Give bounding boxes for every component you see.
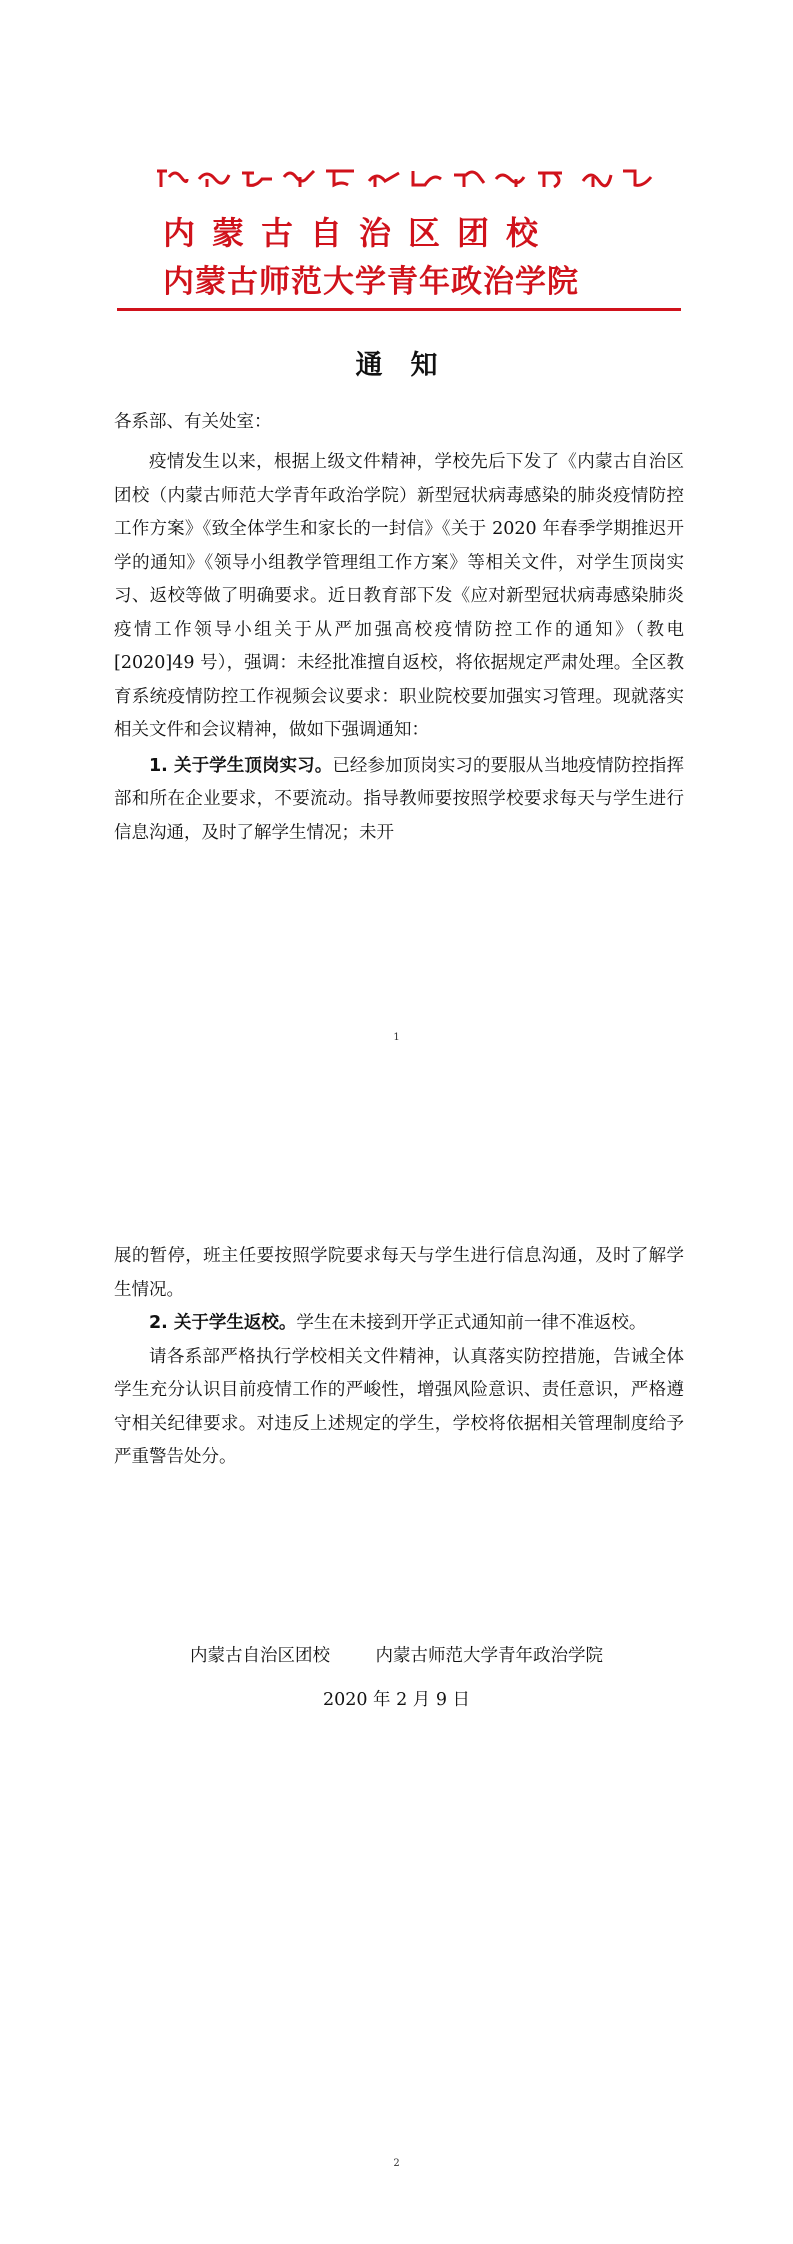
page-number: 1 (393, 1032, 400, 1043)
signature-orgs (0, 1642, 793, 1667)
mongolian-glyph-icon (240, 167, 274, 189)
item-1-text: 已经参加顶岗实习的要服从当地疫情防控指挥部和所在企业要求，不要流动。指导教师要按照学校要求每天与学生进行信息沟通，及时了解学生情况；未开 (114, 755, 685, 843)
salutation: 各系部、有关处室： (114, 412, 272, 432)
mongolian-glyph-icon (155, 167, 189, 189)
mongolian-glyph-icon (367, 167, 401, 189)
mongolian-glyph-icon (579, 167, 613, 189)
item-1-heading: 1. 关于学生顶岗实习。 (149, 755, 333, 776)
item-2-text: 学生在未接到开学正式通知前一律不准返校。 (296, 1313, 647, 1333)
item-2-heading: 2. 关于学生返校。 (149, 1313, 297, 1333)
closing-paragraph: 请各系部严格执行学校相关文件精神，认真落实防控措施，告诫全体学生充分认识目前疫情工作的严峻性，增强风险意识、责任意识，严格遵守相关纪律要求。对违反上述规定的学生，学校将依据相关管理制度给予严重警告处分。 (114, 1346, 684, 1467)
letterhead-org-1: 内蒙古自治区团校 (163, 214, 556, 252)
signature-org-2: 内蒙古师范大学青年政治学院 (375, 1646, 604, 1666)
mongolian-glyph-icon (621, 167, 655, 189)
body-page-1 (114, 446, 684, 850)
mongolian-glyph-icon (409, 167, 443, 189)
item-2-paragraph (114, 1307, 684, 1341)
mongolian-glyph-icon (494, 167, 528, 189)
document-title: 通知 (355, 350, 466, 381)
letterhead-org-2: 内蒙古师范大学青年政治学院 (163, 264, 579, 300)
item-1-continuation: 展的暂停，班主任要按照学院要求每天与学生进行信息沟通，及时了解学生情况。 (114, 1246, 684, 1300)
mongolian-glyph-icon (324, 167, 358, 189)
signature-org-1: 内蒙古自治区团校 (189, 1646, 330, 1666)
mongolian-script-line (155, 164, 655, 192)
letterhead-red-rule (117, 308, 681, 311)
mongolian-glyph-icon (536, 167, 570, 189)
body-page-2 (114, 1240, 684, 1475)
signature-date: 2020 年 2 月 9 日 (322, 1690, 471, 1710)
item-1-paragraph (114, 750, 684, 851)
page-number: 2 (393, 2158, 400, 2169)
document-page-2 (0, 1122, 793, 2244)
mongolian-glyph-icon (452, 167, 486, 189)
paragraph-1: 疫情发生以来，根据上级文件精神，学校先后下发了《内蒙古自治区团校（内蒙古师范大学青年政治学院）新型冠状病毒感染的肺炎疫情防控工作方案》《致全体学生和家长的一封信》《关于 2020 年春季学期推迟开学的通知》《领导小组教学管理组工作方案》等相关文件，对学生顶岗实习、返校等做了明确要求。近日教育部下发《应对新型冠状病毒感染肺炎疫情工作领导小组关于从严加强高校疫情防控工作的通知》（教电[2020]49 号），强调：未经批准擅自返校，将依据规定严肃处理。全区教育系统疫情防控工作视频会议要求：职业院校要加强实习管理。现就落实相关文件和会议精神，做如下强调通知： (114, 452, 684, 740)
mongolian-glyph-icon (282, 167, 316, 189)
letterhead (113, 152, 683, 316)
mongolian-glyph-icon (197, 167, 231, 189)
